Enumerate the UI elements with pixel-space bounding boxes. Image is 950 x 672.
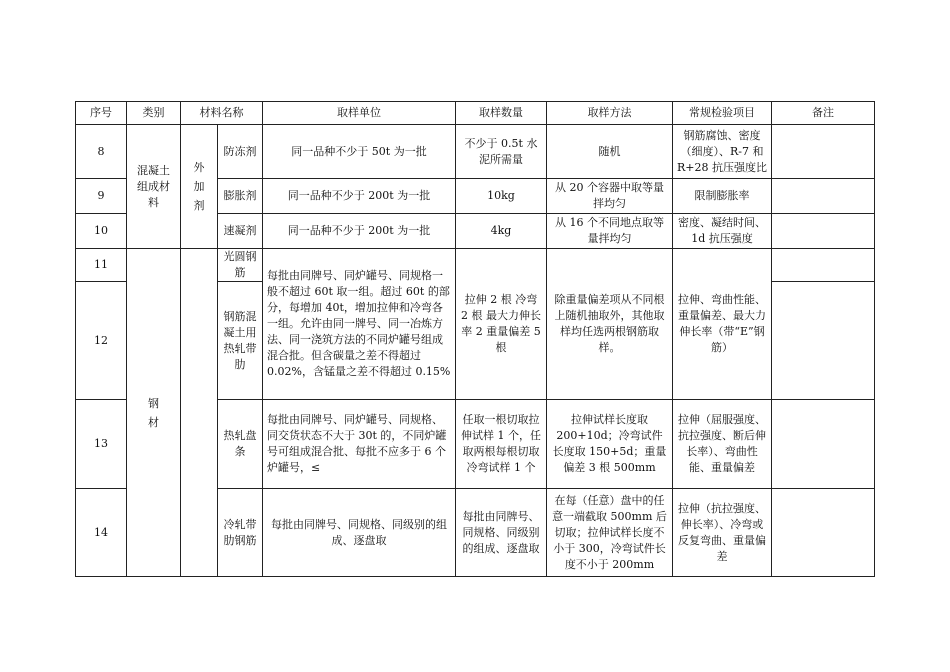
sampling-table (75, 101, 875, 577)
material-cell: 膨胀剂 (218, 179, 263, 214)
unit-cell: 每批由同牌号、同规格、同级别的组成、逐盘取 (263, 489, 456, 577)
col-header-unit: 取样单位 (263, 102, 456, 125)
row-no: 12 (76, 282, 127, 400)
row-no: 11 (76, 249, 127, 282)
col-header-qty: 取样数量 (456, 102, 547, 125)
note-cell (772, 214, 875, 249)
spacer-cell (181, 249, 218, 577)
qty-cell: 4kg (456, 214, 547, 249)
qty-cell: 10kg (456, 179, 547, 214)
method-cell: 从 16 个不同地点取等量拌均匀 (547, 214, 673, 249)
qty-cell: 拉伸 2 根 冷弯 2 根 最大力伸长率 2 重量偏差 5 根 (456, 249, 547, 400)
table-row (76, 249, 875, 282)
qty-cell: 每批由同牌号、同规格、同级别的组成、逐盘取 (456, 489, 547, 577)
items-cell: 限制膨胀率 (673, 179, 772, 214)
row-no: 8 (76, 125, 127, 179)
method-cell: 拉伸试样长度取 200+10d；冷弯试件长度取 150+5d；重量偏差 3 根 500mm (547, 400, 673, 489)
unit-cell: 每批由同牌号、同炉罐号、同规格一般不超过 60t 取一组。超过 60t 的部分，每增加 40t，增加拉伸和冷弯各一组。允许由同一牌号、同一冶炼方法、同一浇筑方法的不同炉罐号组成混合批。但含碳量之差不得超过 0.02%，含锰量之差不得超过 0.15% (263, 249, 456, 400)
unit-cell: 同一品种不少于 200t 为一批 (263, 179, 456, 214)
qty-cell: 任取一根切取拉伸试样 1 个，任取两根每根切取冷弯试样 1 个 (456, 400, 547, 489)
table-row (76, 125, 875, 179)
col-header-note: 备注 (772, 102, 875, 125)
row-no: 14 (76, 489, 127, 577)
row-no: 13 (76, 400, 127, 489)
note-cell (772, 179, 875, 214)
method-cell: 在每（任意）盘中的任意一端截取 500mm 后切取；拉伸试样长度不小于 300，冷弯试件长度不小于 200mm (547, 489, 673, 577)
method-cell: 随机 (547, 125, 673, 179)
material-cell: 钢筋混凝土用热轧带肋 (218, 282, 263, 400)
category-cell: 混凝土组成材料 (127, 125, 181, 249)
note-cell (772, 282, 875, 400)
unit-cell: 同一品种不少于 50t 为一批 (263, 125, 456, 179)
material-cell: 速凝剂 (218, 214, 263, 249)
header-row (76, 102, 875, 125)
col-header-no: 序号 (76, 102, 127, 125)
items-cell: 拉伸（抗拉强度、伸长率）、冷弯或反复弯曲、重量偏差 (673, 489, 772, 577)
items-cell: 密度、凝结时间、1d 抗压强度 (673, 214, 772, 249)
note-cell (772, 125, 875, 179)
note-cell (772, 249, 875, 282)
items-cell: 拉伸、弯曲性能、重量偏差、最大力伸长率（带“E”钢筋） (673, 249, 772, 400)
items-cell: 钢筋腐蚀、密度（细度）、R-7 和 R+28 抗压强度比 (673, 125, 772, 179)
subcategory-cell: 外 加 剂 (181, 125, 218, 249)
row-no: 10 (76, 214, 127, 249)
row-no: 9 (76, 179, 127, 214)
material-cell: 防冻剂 (218, 125, 263, 179)
col-header-items: 常规检验项目 (673, 102, 772, 125)
note-cell (772, 489, 875, 577)
col-header-method: 取样方法 (547, 102, 673, 125)
col-header-material: 材料名称 (181, 102, 263, 125)
col-header-category: 类别 (127, 102, 181, 125)
category-cell: 钢 材 (127, 249, 181, 577)
items-cell: 拉伸（屈服强度、抗拉强度、断后伸长率）、弯曲性能、重量偏差 (673, 400, 772, 489)
note-cell (772, 400, 875, 489)
qty-cell: 不少于 0.5t 水泥所需量 (456, 125, 547, 179)
material-cell: 光圆钢筋 (218, 249, 263, 282)
material-cell: 热轧盘条 (218, 400, 263, 489)
unit-cell: 每批由同牌号、同炉罐号、同规格、同交货状态不大于 30t 的，不同炉罐号可组成混合批、每批不应多于 6 个炉罐号，≤ (263, 400, 456, 489)
method-cell: 除重量偏差项从不同根上随机抽取外，其他取样均任选两根钢筋取样。 (547, 249, 673, 400)
method-cell: 从 20 个容器中取等量拌均匀 (547, 179, 673, 214)
material-cell: 冷轧带肋钢筋 (218, 489, 263, 577)
unit-cell: 同一品种不少于 200t 为一批 (263, 214, 456, 249)
